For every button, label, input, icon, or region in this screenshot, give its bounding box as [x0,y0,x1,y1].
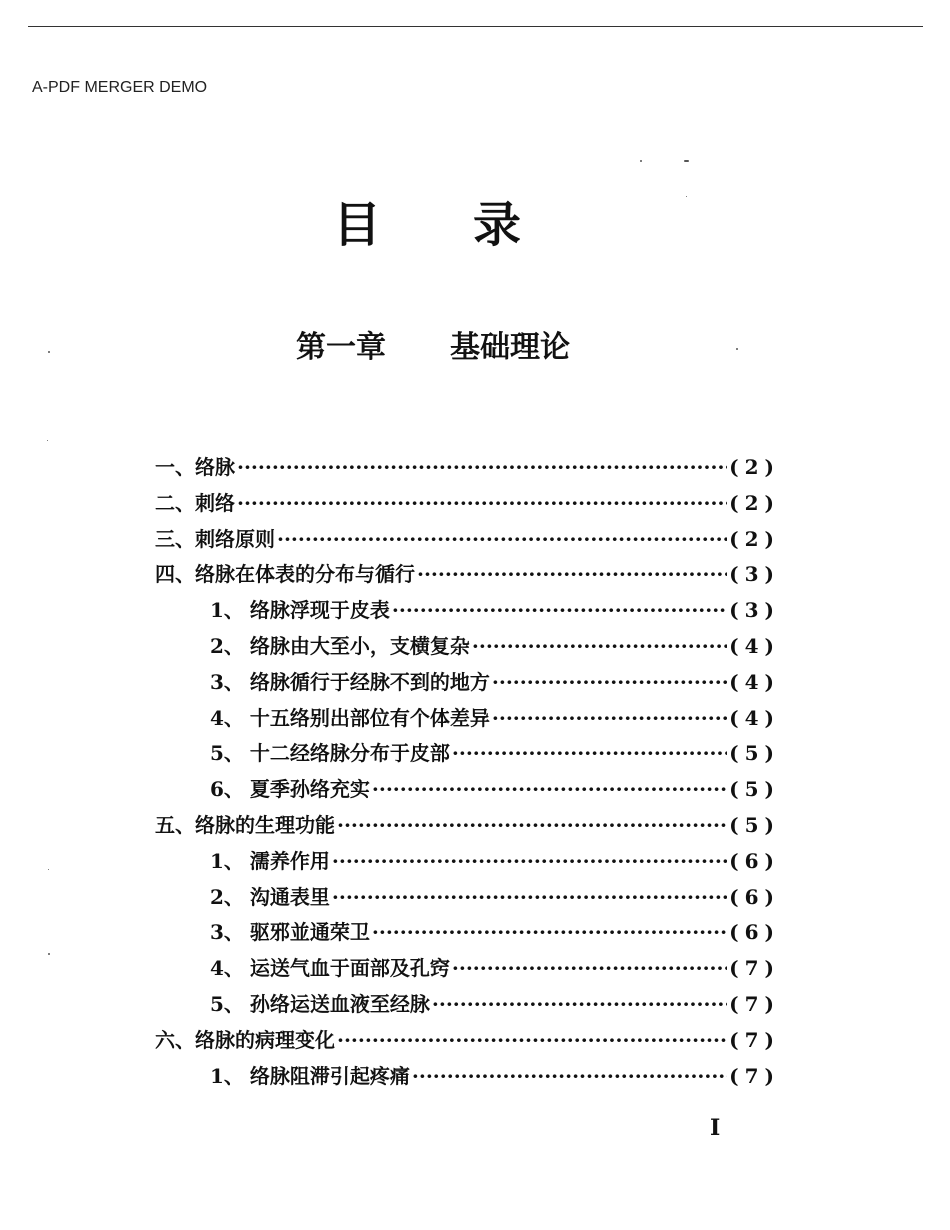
toc-leader-dots [372,915,727,951]
toc-entry-page: (5) [729,812,780,837]
toc-entry[interactable] [155,808,780,844]
toc-leader-dots [337,1023,727,1059]
toc-entry-number: 6、 [210,777,244,802]
toc-entry[interactable] [155,450,780,486]
toc-entry-page: (2) [729,455,780,479]
toc-entry-number: 3、 [210,920,244,945]
toc-leader-dots [237,486,727,522]
toc-leader-dots [372,772,727,808]
toc-entry-page: (3) [729,562,780,587]
toc-entry-title: 运送气血于面部及孔窍 [249,956,450,981]
toc-entry-number: 六、 [155,1027,195,1052]
toc-entry-title: 络脉循行于经脉不到的地方 [249,669,490,694]
toc-entry-page: (2) [729,490,780,515]
toc-entry-number: 2、 [210,884,244,909]
toc-entry-page: (4) [729,633,780,658]
toc-entry-page: (7) [729,1063,780,1088]
toc-entry-title: 络脉的病理变化 [195,1027,335,1052]
toc-subentry[interactable] [155,593,780,629]
toc-entry-number: 4、 [210,956,244,981]
toc-entry-page: (6) [729,920,780,945]
scan-speck [736,348,738,350]
toc-entry-title: 络脉阻滞引起疼痛 [249,1063,410,1088]
page-number: I [710,1115,721,1141]
toc-entry-number: 二、 [155,490,195,515]
toc-leader-dots [392,593,727,629]
toc-leader-dots [237,450,727,486]
toc-entry-page: (7) [729,956,780,981]
toc-entry-title: 络脉在体表的分布与循行 [195,562,415,587]
chapter-number: 第一章 [296,330,386,365]
page-title [333,186,521,255]
page-title-char-1: 目 [333,197,382,253]
scan-speck [640,160,642,162]
toc-leader-dots [337,808,727,844]
toc-entry-number: 三、 [155,526,195,551]
toc-subentry[interactable] [155,951,780,987]
toc-entry-number: 5、 [210,741,244,766]
toc-subentry[interactable] [155,701,780,737]
toc-entry-title: 刺络原则 [195,526,275,551]
toc-entry-title: 刺络 [195,490,235,515]
toc-subentry[interactable] [155,880,780,916]
chapter-name: 基础理论 [450,330,570,365]
toc-entry-title: 十二经络脉分布于皮部 [249,741,450,766]
toc-leader-dots [412,1059,727,1095]
toc-leader-dots [472,629,727,665]
toc-leader-dots [452,951,727,987]
toc-subentry[interactable] [155,665,780,701]
toc-subentry[interactable] [155,629,780,665]
toc-entry-page: (3) [729,598,780,623]
toc-entry[interactable] [155,486,780,522]
toc-entry-page: (7) [729,991,780,1016]
toc-entry-title: 孙络运送血液至经脉 [249,991,430,1016]
toc-entry-title: 驱邪並通荣卫 [249,920,370,945]
toc-entry-title: 络脉的生理功能 [195,812,335,837]
toc-leader-dots [277,522,727,558]
toc-entry-page: (4) [729,669,780,694]
toc-entry-page: (2) [729,526,780,551]
toc-leader-dots [492,665,727,701]
toc-leader-dots [452,736,727,772]
scan-speck [48,351,50,353]
toc-entry-number: 2、 [210,633,244,658]
toc-entry-number: 1、 [210,848,244,873]
toc-entry-title: 夏季孙络充实 [249,777,370,802]
toc-subentry[interactable] [155,915,780,951]
scan-speck [686,196,687,197]
toc-subentry[interactable] [155,772,780,808]
toc-leader-dots [332,880,727,916]
toc-entry-title: 十五络别出部位有个体差异 [249,705,490,730]
toc-entry-title: 络脉浮现于皮表 [249,598,390,623]
toc-entry-number: 3、 [210,669,244,694]
toc-entry-page: (7) [729,1027,780,1052]
scan-speck [47,440,48,441]
toc-entry-number: 1、 [210,1063,244,1088]
toc-leader-dots [492,701,727,737]
scan-speck [48,953,50,955]
toc-entry-title: 沟通表里 [249,884,330,909]
toc-entry-number: 四、 [155,562,195,587]
toc-subentry[interactable] [155,844,780,880]
toc-entry-title: 络脉 [195,455,235,479]
table-of-contents [155,450,780,1094]
toc-entry[interactable] [155,1023,780,1059]
chapter-heading [296,322,570,366]
toc-entry-page: (6) [729,884,780,909]
toc-entry-number: 五、 [155,812,195,837]
page-title-char-2: 录 [473,197,522,253]
toc-entry[interactable] [155,557,780,593]
toc-entry-number: 一、 [155,455,195,479]
toc-entry-number: 4、 [210,705,244,730]
toc-leader-dots [432,987,727,1023]
toc-entry-number: 1、 [210,598,244,623]
toc-subentry[interactable] [155,736,780,772]
toc-entry-page: (5) [729,777,780,802]
scan-speck [48,869,49,870]
toc-entry-number: 5、 [210,991,244,1016]
toc-subentry[interactable] [155,987,780,1023]
toc-entry-title: 络脉由大至小，支横复杂 [249,633,470,658]
toc-entry-page: (4) [729,705,780,730]
toc-leader-dots [332,844,727,880]
toc-leader-dots [417,557,727,593]
toc-subentry[interactable] [155,1059,780,1095]
toc-entry-title: 濡养作用 [249,848,330,873]
toc-entry-page: (6) [729,848,780,873]
toc-entry[interactable] [155,522,780,558]
toc-entry-page: (5) [729,741,780,766]
watermark-text: A-PDF MERGER DEMO [32,79,208,96]
top-rule [28,26,923,27]
scan-speck [684,160,689,162]
